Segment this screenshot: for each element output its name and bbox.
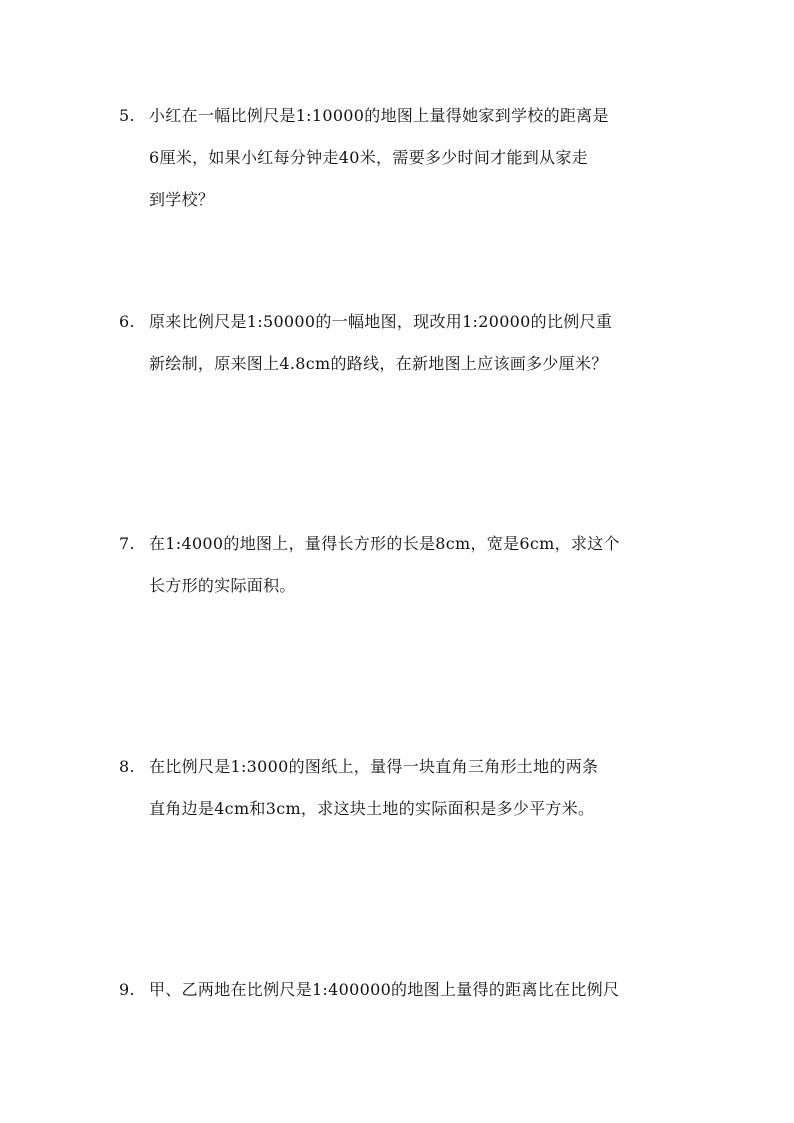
problem-line: 6厘米，如果小红每分钟走40米，需要多少时间才能到从家走 — [149, 148, 588, 167]
problem-9 — [119, 980, 689, 1000]
problem-line: 直角边是4cm和3cm，求这块土地的实际面积是多少平方米。 — [149, 799, 595, 818]
problem-6 — [119, 312, 689, 374]
problem-line: 长方形的实际面积。 — [149, 576, 296, 595]
problem-number: 5. — [119, 106, 135, 125]
problem-8 — [119, 757, 689, 819]
problem-7 — [119, 534, 689, 596]
problem-line — [119, 106, 689, 126]
problem-line: 到学校？ — [149, 190, 215, 209]
problem-number: 7. — [119, 534, 135, 553]
problem-line: 新绘制，原来图上4.8cm的路线，在新地图上应该画多少厘米？ — [149, 354, 608, 373]
problem-number: 8. — [119, 757, 135, 776]
problem-line — [119, 312, 689, 332]
problem-text: 在1:4000的地图上，量得长方形的长是8cm，宽是6cm，求这个 — [149, 534, 620, 553]
problem-text: 原来比例尺是1:50000的一幅地图，现改用1:20000的比例尺重 — [149, 312, 613, 331]
problem-text: 甲、乙两地在比例尺是1:400000的地图上量得的距离比在比例尺 — [149, 980, 620, 999]
problem-line — [119, 757, 689, 777]
problem-line — [119, 534, 689, 554]
problem-line — [119, 980, 689, 1000]
problem-5 — [119, 106, 689, 210]
problem-text: 在比例尺是1:3000的图纸上，量得一块直角三角形土地的两条 — [149, 757, 599, 776]
problem-text: 小红在一幅比例尺是1:10000的地图上量得她家到学校的距离是 — [149, 106, 609, 125]
problem-number: 9. — [119, 980, 135, 999]
problem-number: 6. — [119, 312, 135, 331]
